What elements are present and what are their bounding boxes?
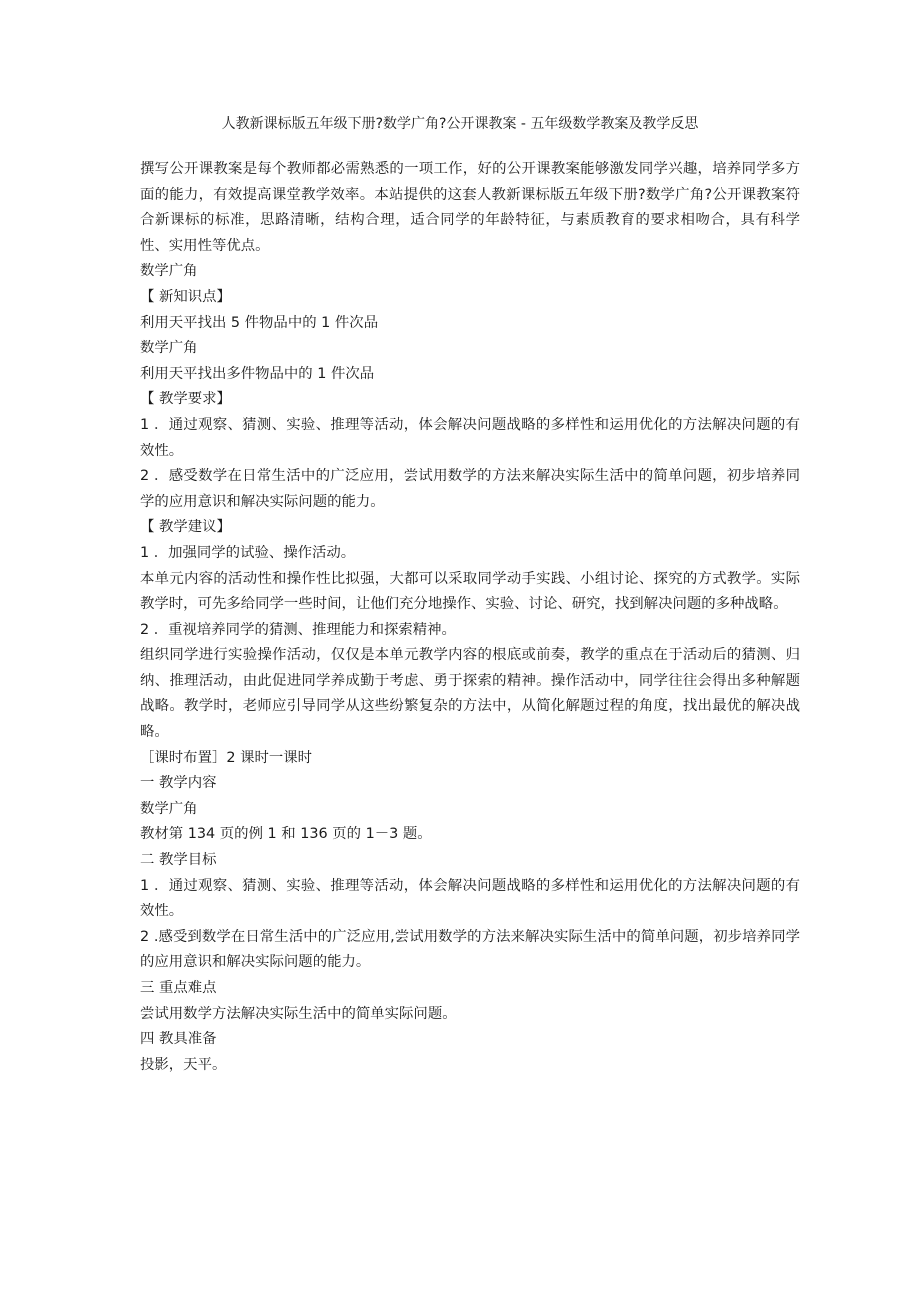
list-item: 1 ．通过观察、猜测、实验、推理等活动，体会解决问题战略的多样性和运用优化的方法解决问题的有效性。 — [140, 416, 800, 459]
body-paragraph: 组织同学进行实验操作活动，仅仅是本单元教学内容的根底或前奏，教学的重点在于活动后的猜测、归纳、推理活动，由此促进同学养成勤于考虑、勇于探索的精神。操作活动中，同学往往会得出多种解题战略。教学时，老师应引导同学从这些纷繁复杂的方法中，从简化解题过程的角度，找出最优的解决战略。 — [140, 647, 800, 741]
intro-paragraph: 撰写公开课教案是每个教师都必需熟悉的一项工作，好的公开课教案能够激发同学兴趣，培养同学多方面的能力，有效提高课堂教学效率。本站提供的这套人教新课标版五年级下册?数学广角?公开课教案符合新课标的标准，思路清晰，结构合理，适合同学的年龄特征，与素质教育的要求相吻合，具有科学性、实用性等优点。 — [140, 161, 800, 254]
section-heading: 一 教学内容 — [140, 775, 217, 792]
body-line: 尝试用数学方法解决实际生活中的简单实际问题。 — [140, 1005, 457, 1022]
section-heading: 【 教学建议】 — [140, 519, 231, 536]
list-item: 2 ．感受数学在日常生活中的广泛应用，尝试用数学的方法来解决实际生活中的简单问题，初步培养同学的应用意识和解决实际问题的能力。 — [140, 468, 800, 510]
list-item: 2 .感受到数学在日常生活中的广泛应用,尝试用数学的方法来解决实际生活中的简单问题，初步培养同学的应用意识和解决实际问题的能力。 — [140, 928, 800, 971]
section-label: 数学广角 — [140, 340, 198, 357]
section-label: 数学广角 — [140, 263, 198, 280]
list-item: 1 ．通过观察、猜测、实验、推理等活动，体会解决问题战略的多样性和运用优化的方法解决问题的有效性。 — [140, 877, 800, 920]
section-heading: 【 新知识点】 — [140, 288, 231, 305]
document-body — [140, 157, 800, 1078]
body-line: 利用天平找出多件物品中的 1 件次品 — [140, 365, 375, 382]
list-item: 1 ．加强同学的试验、操作活动。 — [140, 544, 356, 561]
section-label: 数学广角 — [140, 800, 198, 817]
body-line: 投影，天平。 — [140, 1056, 227, 1073]
body-line: 利用天平找出 5 件物品中的 1 件次品 — [140, 314, 379, 331]
section-heading: 【 教学要求】 — [140, 391, 231, 408]
list-item: 2 ．重视培养同学的猜测、推理能力和探索精神。 — [140, 621, 456, 638]
schedule-line: ［课时布置］2 课时一课时 — [140, 749, 313, 766]
section-heading: 四 教具准备 — [140, 1031, 217, 1048]
body-paragraph: 本单元内容的活动性和操作性比拟强，大都可以采取同学动手实践、小组讨论、探究的方式教学。实际教学时，可先多给同学一些时间，让他们充分地操作、实验、讨论、研究，找到解决问题的多种战略。 — [140, 570, 800, 613]
section-heading: 二 教学目标 — [140, 852, 217, 869]
section-heading: 三 重点难点 — [140, 980, 217, 996]
body-line: 教材第 134 页的例 1 和 136 页的 1－3 题。 — [140, 826, 432, 843]
document-title: 人教新课标版五年级下册?数学广角?公开课教案 - 五年级数学教案及教学反思 — [221, 116, 699, 132]
